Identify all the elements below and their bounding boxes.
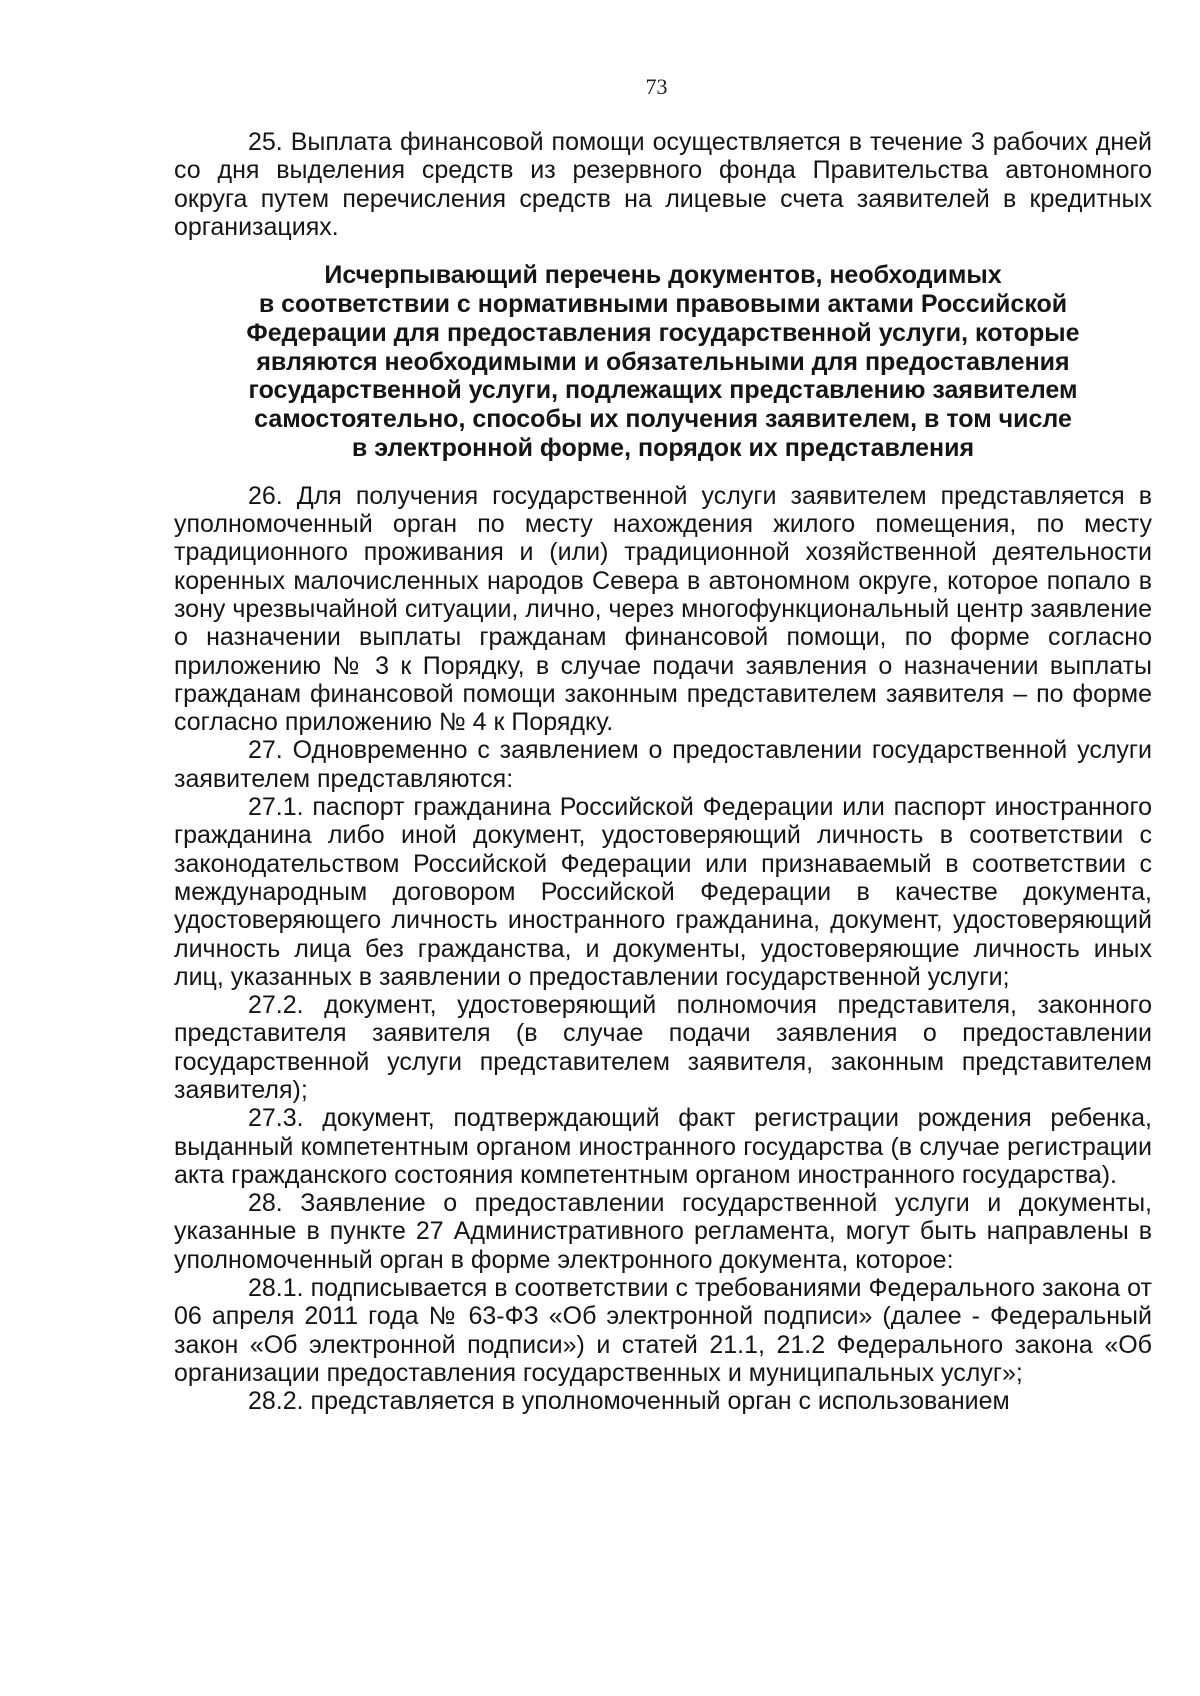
paragraph-27-2: 27.2. документ, удостоверяющий полномочия представителя, законного представителя заявителя (в случае подачи заявления о предоставлении государственной услуги представителем заявителя, законным представителем заявителя); <box>174 991 1152 1104</box>
heading-line: являются необходимыми и обязательными для предоставления <box>256 347 1070 376</box>
heading-line: государственной услуги, подлежащих представлению заявителем <box>248 376 1078 405</box>
heading-line: Исчерпывающий перечень документов, необходимых <box>324 261 1002 290</box>
paragraph-28: 28. Заявление о предоставлении государственной услуги и документы, указанные в пункте 27 Административного регламента, могут быть направлены в уполномоченный орган в форме электронного документа, которое: <box>174 1189 1152 1274</box>
heading-line: в соответствии с нормативными правовыми актами Российской <box>258 289 1068 318</box>
page-number: 73 <box>645 74 668 99</box>
heading-line: в электронной форме, порядок их представления <box>351 433 975 462</box>
paragraph-25: 25. Выплата финансовой помощи осуществляется в течение 3 рабочих дней со дня выделения средств из резервного фонда Правительства автономного округа путем перечисления средств на лицевые счета заявителей в кредитных организациях. <box>174 128 1152 241</box>
paragraph-27-1: 27.1. паспорт гражданина Российской Федерации или паспорт иностранного гражданина либо иной документ, удостоверяющий личность в соответствии с законодательством Российской Федерации или признаваемый в соответствии с международным договором Российской Федерации в качестве документа, удостоверяющего личность иностранного гражданина, документ, удостоверяющий личность лица без гражданства, и документы, удостоверяющие личность иных лиц, указанных в заявлении о предоставлении государственной услуги; <box>174 793 1152 991</box>
paragraph-28-1: 28.1. подписывается в соответствии с требованиями Федерального закона от 06 апреля 2011 года № 63-ФЗ «Об электронной подписи» (далее - Федеральный закон «Об электронной подписи») и статей 21.1, 21.2 Федерального закона «Об организации предоставления государственных и муниципальных услуг»; <box>174 1274 1152 1387</box>
paragraph-28-2: 28.2. представляется в уполномоченный орган с использованием <box>248 1387 1010 1416</box>
section-heading <box>174 261 1152 463</box>
paragraph-27: 27. Одновременно с заявлением о предоставлении государственной услуги заявителем представляются: <box>174 736 1152 793</box>
paragraph-26: 26. Для получения государственной услуги заявителем представляется в уполномоченный орган по месту нахождения жилого помещения, по месту традиционного проживания и (или) традиционной хозяйственной деятельности коренных малочисленных народов Севера в автономном округе, которое попало в зону чрезвычайной ситуации, лично, через многофункциональный центр заявление о назначении выплаты гражданам финансовой помощи, по форме согласно приложению № 3 к Порядку, в случае подачи заявления о назначении выплаты гражданам финансовой помощи законным представителем заявителя – по форме согласно приложению № 4 к Порядку. <box>174 481 1153 737</box>
heading-line: самостоятельно, способы их получения заявителем, в том числе <box>254 405 1072 434</box>
heading-line: Федерации для предоставления государственной услуги, которые <box>246 318 1080 347</box>
paragraph-27-3: 27.3. документ, подтверждающий факт регистрации рождения ребенка, выданный компетентным органом иностранного государства (в случае регистрации акта гражданского состояния компетентным органом иностранного государства). <box>174 1104 1152 1189</box>
document-body <box>174 128 1152 1416</box>
